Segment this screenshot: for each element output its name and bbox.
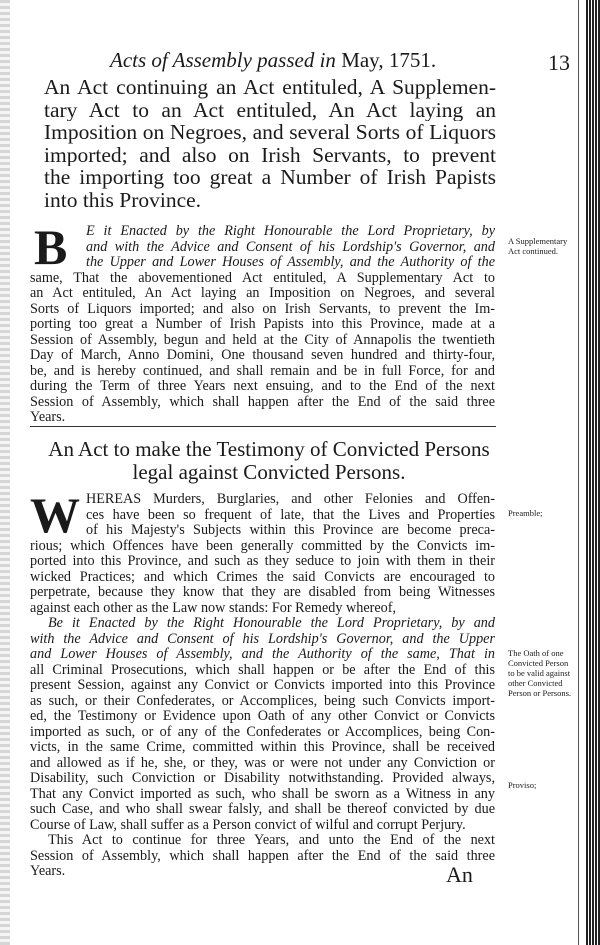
body-line: during the Term of three Years next ensuing, and to the End of the next	[30, 379, 495, 394]
body-line: be, and is hereby continued, and shall remain and be in full Force, for and	[30, 363, 495, 379]
title-line: into this Province.	[44, 188, 202, 212]
body-line: all Criminal Prosecutions, which shall happen or be after the End of this	[30, 662, 495, 678]
page-edge-line	[578, 0, 579, 945]
body-line: Years.	[30, 864, 66, 879]
act1-body	[30, 224, 495, 426]
scan-right-border	[586, 0, 600, 945]
catchword: An	[446, 862, 473, 887]
body-line: and allowed as if he, she, or they, was or were not under any Conviction or	[30, 755, 495, 771]
body-line: ed, the Testimony or Evidence upon Oath of any other Convict or Convicts	[30, 709, 495, 724]
body-line: porting too great a Number of Irish Papists into this Province, made at a	[30, 317, 495, 332]
body-line: with the Advice and Consent of his Lordship's Governor, and the Upper	[30, 631, 495, 647]
body-line: same, That the abovementioned Act entituled, A Supplementary Act to	[30, 270, 495, 286]
title-line: the importing too great a Number of Irish Papists	[44, 166, 496, 189]
body-line: such Case, and who shall swear falsly, and shall be thereof convicted by due	[30, 802, 495, 817]
drop-cap-b: B	[34, 224, 68, 270]
body-line: ported into this Province, and such as they seduce to join with them in their	[30, 554, 495, 569]
act2-title-line: An Act to make the Testimony of Convicted Persons	[48, 437, 490, 461]
title-line: imported; and also on Irish Servants, to prevent	[44, 143, 496, 167]
body-line: present Session, against any Convict or Convicts imported into this Province	[30, 678, 495, 693]
section-divider	[30, 426, 496, 427]
body-line: That any Convict imported as such, who shall be sworn as a Witness in any	[30, 786, 495, 802]
running-title: Acts of Assembly passed in	[110, 48, 336, 72]
body-line: ces have been so frequent of late, that the Lives and Properties	[86, 507, 495, 523]
body-line: and Lower Houses of Assembly, and the Authority of the same, That in	[30, 647, 495, 662]
act1-title	[44, 76, 496, 212]
running-header	[110, 48, 436, 73]
body-line: Years.	[30, 410, 66, 425]
body-line: This Act to continue for three Years, and unto the End of the next	[48, 833, 495, 848]
title-line: tary Act to an Act entituled, An Act laying an	[44, 98, 496, 122]
header-date: May, 1751.	[341, 48, 437, 72]
title-line: An Act continuing an Act entituled, A Supplemen-	[44, 76, 496, 99]
body-line: rious; which Offences have been generally committed by the Convicts im-	[30, 538, 495, 554]
margin-note-proviso: Proviso;	[508, 780, 537, 790]
body-line: Be it Enacted by the Right Honourable the Lord Proprietary, by and	[48, 616, 495, 631]
body-line: and with the Advice and Consent of his Lordship's Governor, and	[86, 239, 495, 255]
body-line: the Upper and Lower Houses of Assembly, and the Authority of the	[86, 255, 495, 270]
scan-gutter-shadow	[0, 0, 10, 945]
page-number: 13	[548, 50, 570, 75]
body-line: E it Enacted by the Right Honourable the Lord Proprietary, by	[86, 224, 495, 239]
act2-title-line: legal against Convicted Persons.	[132, 460, 406, 484]
body-line: Session of Assembly, which shall happen after the End of the said three	[30, 848, 495, 864]
body-line: Disability, such Conviction or Disability notwithstanding. Provided always,	[30, 771, 495, 786]
body-line: wicked Practices; and which Crimes the said Convicts are encouraged to	[30, 569, 495, 585]
act2-body	[30, 492, 495, 880]
body-line: Sorts of Liquors imported; and also on Irish Servants, to prevent the Im-	[30, 301, 495, 317]
body-line: imported as such, or of any of the Confederates or Accomplices, being Con-	[30, 724, 495, 740]
body-line: an Act entituled, An Act laying an Imposition on Negroes, and several	[30, 286, 495, 301]
title-line: Imposition on Negroes, and several Sorts of Liquors	[44, 121, 496, 144]
body-line: Session of Assembly, which shall happen after the End of the said three	[30, 394, 495, 410]
body-line: against each other as the Law now stands: For Remedy whereof,	[30, 600, 397, 616]
drop-cap-w: W	[30, 492, 80, 538]
body-line: perpetrate, because they know that they are disabled from being Witnesses	[30, 585, 495, 600]
body-line: Day of March, Anno Domini, One thousand seven hundred and thirty-four,	[30, 348, 495, 363]
body-line: of his Majesty's Subjects within this Province are become preca-	[86, 523, 495, 538]
body-line: Course of Law, shall suffer as a Person convict of wilful and corrupt Perjury.	[30, 817, 466, 833]
body-line: as such, or their Confederates, or Accomplices, being such Convicts import-	[30, 693, 495, 709]
body-line: HEREAS Murders, Burglaries, and other Felonies and Offen-	[86, 492, 495, 507]
body-line: victs, in the same Crime, committed within this Province, shall be received	[30, 740, 495, 755]
body-line: Session of Assembly, begun and held at the City of Annapolis the twentieth	[30, 332, 495, 348]
act2-title	[40, 438, 498, 484]
margin-note-oath: The Oath of one Convicted Person to be valid against other Convicted Person or Persons.	[508, 648, 572, 698]
margin-note-preamble: Preamble;	[508, 508, 543, 518]
margin-note-supplementary: A Supplementary Act continued.	[508, 236, 568, 256]
